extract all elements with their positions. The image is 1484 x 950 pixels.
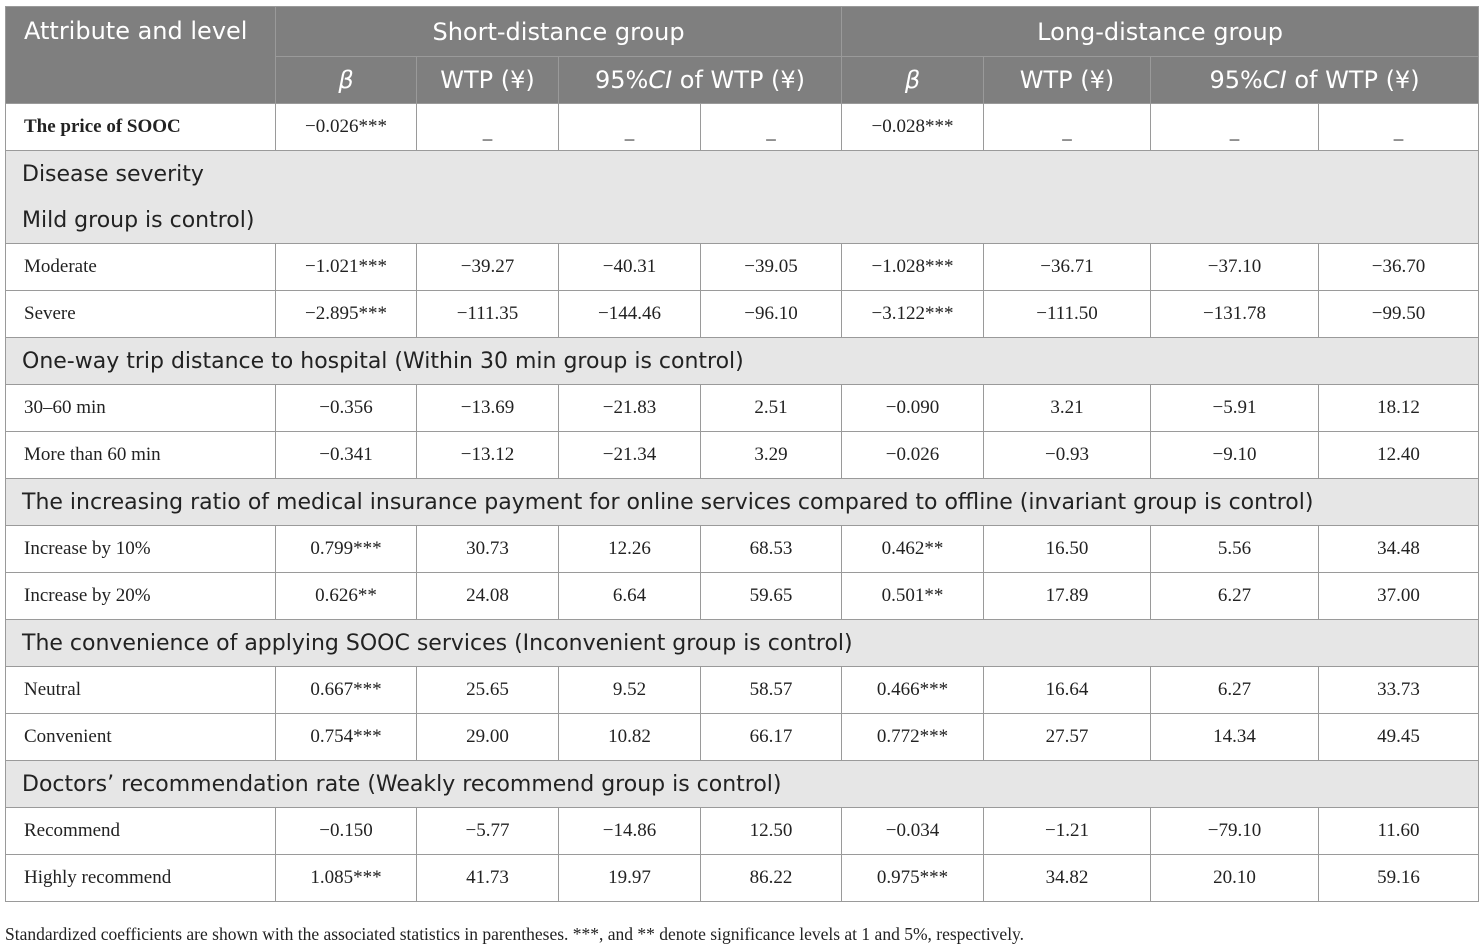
table-cell: −3.122*** bbox=[842, 291, 984, 338]
header-wtp-long: WTP (¥) bbox=[984, 57, 1151, 104]
row-label: Neutral bbox=[6, 667, 276, 714]
table-cell: −0.028*** bbox=[842, 104, 984, 151]
table-cell bbox=[417, 104, 559, 151]
table-cell: 41.73 bbox=[417, 855, 559, 902]
table-cell: 10.82 bbox=[559, 714, 701, 761]
table-cell: −36.70 bbox=[1319, 244, 1479, 291]
table-cell: 11.60 bbox=[1319, 808, 1479, 855]
table-cell bbox=[1319, 104, 1479, 151]
table-cell: 0.772*** bbox=[842, 714, 984, 761]
section-title: Mild group is control) bbox=[6, 197, 1479, 244]
table-cell: −5.91 bbox=[1151, 385, 1319, 432]
table-cell: 58.57 bbox=[701, 667, 842, 714]
table-cell: −0.026*** bbox=[276, 104, 417, 151]
header-wtp-short: WTP (¥) bbox=[417, 57, 559, 104]
table-cell: 14.34 bbox=[1151, 714, 1319, 761]
row-label: The price of SOOC bbox=[6, 104, 276, 151]
table-cell: 33.73 bbox=[1319, 667, 1479, 714]
table-row bbox=[6, 291, 1479, 338]
table-cell: 18.12 bbox=[1319, 385, 1479, 432]
header-long-distance-group: Long-distance group bbox=[842, 7, 1479, 57]
table-cell: −99.50 bbox=[1319, 291, 1479, 338]
table-cell: −0.341 bbox=[276, 432, 417, 479]
table-cell: 29.00 bbox=[417, 714, 559, 761]
table-cell bbox=[701, 104, 842, 151]
price-row bbox=[6, 104, 1479, 151]
table-cell: 3.21 bbox=[984, 385, 1151, 432]
table-cell: 0.501** bbox=[842, 573, 984, 620]
table-cell: 86.22 bbox=[701, 855, 842, 902]
row-label: Highly recommend bbox=[6, 855, 276, 902]
table-cell: 25.65 bbox=[417, 667, 559, 714]
row-label: Increase by 20% bbox=[6, 573, 276, 620]
section-title: Disease severity bbox=[6, 151, 1479, 198]
row-label: Moderate bbox=[6, 244, 276, 291]
table-row bbox=[6, 808, 1479, 855]
table-cell: −9.10 bbox=[1151, 432, 1319, 479]
table-cell: −0.93 bbox=[984, 432, 1151, 479]
row-label: Convenient bbox=[6, 714, 276, 761]
section-header-row bbox=[6, 761, 1479, 808]
table-cell: −37.10 bbox=[1151, 244, 1319, 291]
table-cell: 0.667*** bbox=[276, 667, 417, 714]
table-cell: −79.10 bbox=[1151, 808, 1319, 855]
beta-symbol: β bbox=[904, 66, 921, 94]
table-row bbox=[6, 385, 1479, 432]
table-row bbox=[6, 244, 1479, 291]
table-cell: −0.356 bbox=[276, 385, 417, 432]
ci-prefix: 95% bbox=[594, 66, 649, 94]
table-cell: −36.71 bbox=[984, 244, 1151, 291]
dash-mark: _ bbox=[624, 122, 635, 143]
table-cell: 0.975*** bbox=[842, 855, 984, 902]
table-cell: −96.10 bbox=[701, 291, 842, 338]
table-cell: −2.895*** bbox=[276, 291, 417, 338]
ci-suffix: of WTP (¥) bbox=[672, 66, 806, 94]
table-cell: 6.64 bbox=[559, 573, 701, 620]
table-row bbox=[6, 667, 1479, 714]
table-cell: −0.034 bbox=[842, 808, 984, 855]
table-cell: 0.626** bbox=[276, 573, 417, 620]
table-cell: 24.08 bbox=[417, 573, 559, 620]
table-cell: −1.21 bbox=[984, 808, 1151, 855]
table-cell: −13.69 bbox=[417, 385, 559, 432]
table-cell: 5.56 bbox=[1151, 526, 1319, 573]
table-cell: 16.64 bbox=[984, 667, 1151, 714]
table-cell: 30.73 bbox=[417, 526, 559, 573]
table-cell: −39.27 bbox=[417, 244, 559, 291]
header-ci-long bbox=[1151, 57, 1479, 104]
table-cell bbox=[1151, 104, 1319, 151]
header-beta-long bbox=[842, 57, 984, 104]
table-footnote: Standardized coefficients are shown with the associated statistics in parentheses. ***, and ** denote significance levels at 1 and 5%, respectively. bbox=[5, 924, 1025, 944]
header-short-distance-group: Short-distance group bbox=[276, 7, 842, 57]
table-cell: −21.34 bbox=[559, 432, 701, 479]
table-cell: 16.50 bbox=[984, 526, 1151, 573]
dash-mark: _ bbox=[482, 122, 493, 143]
table-cell: 49.45 bbox=[1319, 714, 1479, 761]
table-cell: −13.12 bbox=[417, 432, 559, 479]
table-cell: −39.05 bbox=[701, 244, 842, 291]
table-cell: −1.021*** bbox=[276, 244, 417, 291]
results-table bbox=[5, 6, 1479, 902]
ci-italic: CI bbox=[1262, 66, 1287, 94]
table-cell: 1.085*** bbox=[276, 855, 417, 902]
table-cell: 34.48 bbox=[1319, 526, 1479, 573]
beta-symbol: β bbox=[338, 66, 354, 94]
table-cell: −21.83 bbox=[559, 385, 701, 432]
table-cell: −111.50 bbox=[984, 291, 1151, 338]
table-cell: 20.10 bbox=[1151, 855, 1319, 902]
dash-mark: _ bbox=[1062, 122, 1072, 143]
table-cell: 37.00 bbox=[1319, 573, 1479, 620]
table-cell: 0.754*** bbox=[276, 714, 417, 761]
table-cell: −0.026 bbox=[842, 432, 984, 479]
section-header-row bbox=[6, 151, 1479, 198]
table-cell: −0.150 bbox=[276, 808, 417, 855]
table-cell: 6.27 bbox=[1151, 573, 1319, 620]
table-body bbox=[6, 104, 1479, 902]
table-row bbox=[6, 432, 1479, 479]
table-cell: 34.82 bbox=[984, 855, 1151, 902]
table-row bbox=[6, 855, 1479, 902]
ci-prefix: 95% bbox=[1209, 66, 1263, 94]
table-cell: 3.29 bbox=[701, 432, 842, 479]
header-attribute-level: Attribute and level bbox=[6, 7, 276, 104]
table-cell: 68.53 bbox=[701, 526, 842, 573]
table-cell: 0.462** bbox=[842, 526, 984, 573]
dash-mark: _ bbox=[1229, 122, 1240, 143]
table-cell: −5.77 bbox=[417, 808, 559, 855]
row-label: Increase by 10% bbox=[6, 526, 276, 573]
table-cell: 66.17 bbox=[701, 714, 842, 761]
section-title: Doctors’ recommendation rate (Weakly recommend group is control) bbox=[6, 761, 1479, 808]
table-cell: 59.16 bbox=[1319, 855, 1479, 902]
table-cell: 12.26 bbox=[559, 526, 701, 573]
table-cell: 12.40 bbox=[1319, 432, 1479, 479]
dash-mark: _ bbox=[1393, 122, 1404, 143]
table-cell: −1.028*** bbox=[842, 244, 984, 291]
section-header-row bbox=[6, 338, 1479, 385]
row-label: Recommend bbox=[6, 808, 276, 855]
table-cell: 27.57 bbox=[984, 714, 1151, 761]
table-cell: 0.466*** bbox=[842, 667, 984, 714]
table-cell: −14.86 bbox=[559, 808, 701, 855]
table-cell: 59.65 bbox=[701, 573, 842, 620]
table-row bbox=[6, 714, 1479, 761]
table-cell bbox=[559, 104, 701, 151]
ci-suffix: of WTP (¥) bbox=[1286, 66, 1420, 94]
table-cell: −40.31 bbox=[559, 244, 701, 291]
section-header-row bbox=[6, 197, 1479, 244]
table-cell: 6.27 bbox=[1151, 667, 1319, 714]
dash-mark: _ bbox=[766, 122, 776, 143]
table-cell: −144.46 bbox=[559, 291, 701, 338]
row-label: Severe bbox=[6, 291, 276, 338]
table-cell: 9.52 bbox=[559, 667, 701, 714]
table-cell: −0.090 bbox=[842, 385, 984, 432]
table-cell: 19.97 bbox=[559, 855, 701, 902]
row-label: 30–60 min bbox=[6, 385, 276, 432]
table-cell: 17.89 bbox=[984, 573, 1151, 620]
table-cell: 12.50 bbox=[701, 808, 842, 855]
table-cell: −131.78 bbox=[1151, 291, 1319, 338]
section-header-row bbox=[6, 620, 1479, 667]
table-cell: 0.799*** bbox=[276, 526, 417, 573]
section-title: One-way trip distance to hospital (Within 30 min group is control) bbox=[6, 338, 1479, 385]
section-title: The convenience of applying SOOC services (Inconvenient group is control) bbox=[6, 620, 1479, 667]
row-label: More than 60 min bbox=[6, 432, 276, 479]
section-header-row bbox=[6, 479, 1479, 526]
ci-italic: CI bbox=[648, 66, 673, 94]
table-cell: −111.35 bbox=[417, 291, 559, 338]
header-ci-short bbox=[559, 57, 842, 104]
table-row bbox=[6, 573, 1479, 620]
header-beta-short bbox=[276, 57, 417, 104]
table-row bbox=[6, 526, 1479, 573]
section-title: The increasing ratio of medical insurance payment for online services compared to offline (invariant group is control) bbox=[6, 479, 1479, 526]
table-cell bbox=[984, 104, 1151, 151]
table-cell: 2.51 bbox=[701, 385, 842, 432]
